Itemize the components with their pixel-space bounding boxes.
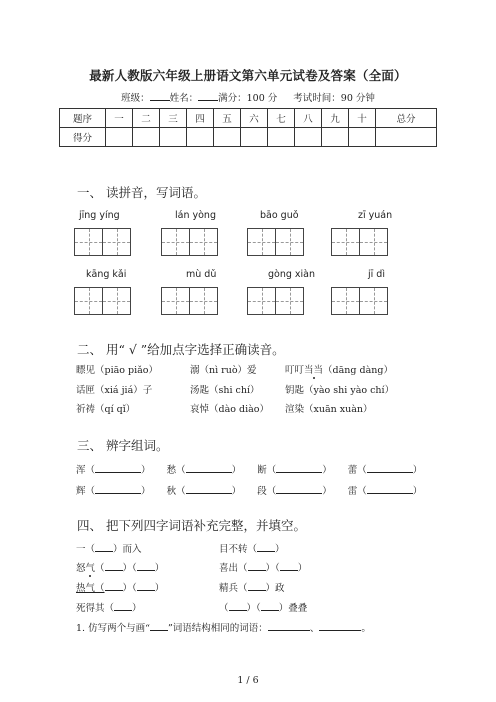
score-cell[interactable] bbox=[268, 128, 295, 147]
paren: ） bbox=[231, 465, 242, 476]
answer-blank[interactable] bbox=[367, 486, 413, 494]
writing-grid[interactable] bbox=[74, 228, 131, 256]
idiom-item: 热气（ ）（ ） bbox=[76, 583, 165, 594]
score-header-cell: 六 bbox=[241, 109, 268, 128]
writing-grid[interactable] bbox=[161, 228, 218, 256]
class-label: 班级： bbox=[121, 93, 150, 104]
section-2-heading: 二、 用“ √ ”给加点字选择正确读音。 bbox=[77, 342, 285, 357]
reading-item[interactable]: 瞟见（piāo piǎo） bbox=[76, 365, 159, 376]
reading-item[interactable]: 汤匙（shi chí） bbox=[190, 385, 260, 396]
score-header-cell: 四 bbox=[187, 109, 214, 128]
word-group-row bbox=[76, 483, 422, 497]
score-header-cell: 八 bbox=[295, 109, 322, 128]
char-prompt: 秋（ bbox=[166, 486, 186, 497]
score-header-cell: 十 bbox=[349, 109, 376, 128]
char-prompt: 蕾（ bbox=[347, 465, 367, 476]
answer-blank[interactable] bbox=[186, 465, 232, 473]
score-header-cell: 五 bbox=[214, 109, 241, 128]
answer-blank[interactable] bbox=[105, 563, 123, 571]
section-3-heading: 三、 辨字组词。 bbox=[77, 438, 169, 453]
reading-item[interactable]: 祈祷（qí qǐ） bbox=[76, 404, 136, 415]
class-blank[interactable] bbox=[150, 93, 170, 101]
exam-time: 考试时间：90 分钟 bbox=[293, 93, 375, 104]
answer-blank[interactable] bbox=[276, 465, 322, 473]
score-cell[interactable] bbox=[214, 128, 241, 147]
answer-blank[interactable] bbox=[95, 486, 141, 494]
reading-options: （dāng dàng） bbox=[323, 365, 393, 376]
char-prompt: 断（ bbox=[257, 465, 277, 476]
writing-grid[interactable] bbox=[331, 228, 388, 256]
score-cell[interactable] bbox=[160, 128, 187, 147]
name-blank[interactable] bbox=[198, 93, 218, 101]
answer-blank[interactable] bbox=[95, 544, 113, 552]
answer-blank[interactable] bbox=[114, 603, 132, 611]
score-cell[interactable] bbox=[349, 128, 376, 147]
writing-grid[interactable] bbox=[247, 228, 304, 256]
section-4-heading: 四、 把下列四字词语补充完整，并填空。 bbox=[77, 518, 306, 533]
char-prompt: 段（ bbox=[257, 486, 277, 497]
pinyin-label: bāo guǒ bbox=[260, 210, 299, 221]
answer-blank[interactable] bbox=[229, 603, 247, 611]
answer-blank[interactable] bbox=[137, 563, 155, 571]
full-score: 满分：100 分 bbox=[218, 93, 278, 104]
page-number: 1 / 6 bbox=[237, 675, 259, 686]
paren: ） bbox=[322, 465, 332, 476]
pinyin-label: jīng yíng bbox=[79, 210, 120, 221]
idiom-item: （ ）（ ）叠叠 bbox=[219, 603, 308, 614]
answer-blank[interactable] bbox=[268, 623, 310, 631]
reading-item[interactable]: 哀悼（dào diào） bbox=[190, 404, 269, 415]
score-cell[interactable] bbox=[187, 128, 214, 147]
word-group-row bbox=[76, 462, 422, 476]
name-label: 姓名： bbox=[169, 93, 199, 104]
reading-item[interactable] bbox=[285, 362, 393, 376]
score-row-label: 得分 bbox=[60, 128, 106, 147]
reading-item[interactable]: 渲染（xuān xuàn） bbox=[285, 404, 373, 415]
imitation-question: 1. 仿写两个与画“ ”词语结构相同的词语： 、 。 bbox=[76, 623, 371, 634]
score-header-cell: 总分 bbox=[376, 109, 437, 128]
score-cell[interactable] bbox=[295, 128, 322, 147]
score-header-cell: 二 bbox=[133, 109, 160, 128]
answer-blank[interactable] bbox=[186, 486, 232, 494]
idiom-item: 怒气（ ）（ ） bbox=[76, 563, 165, 574]
reading-item[interactable]: 溺（nì ruò）爱 bbox=[190, 365, 257, 376]
pinyin-label: gòng xiàn bbox=[268, 269, 316, 280]
score-header-cell: 七 bbox=[268, 109, 295, 128]
marker-line bbox=[150, 623, 168, 631]
idiom-item: 喜出（ ）（ ） bbox=[219, 563, 308, 574]
score-cell[interactable] bbox=[241, 128, 268, 147]
idiom-item: 目不转（ ） bbox=[219, 544, 285, 555]
score-cell[interactable] bbox=[322, 128, 349, 147]
char-prompt: 辉（ bbox=[76, 486, 96, 497]
exam-info bbox=[0, 90, 496, 104]
paren: ） bbox=[231, 486, 242, 497]
idiom-item: 死得其（ ） bbox=[76, 603, 142, 614]
answer-blank[interactable] bbox=[105, 583, 123, 591]
answer-blank[interactable] bbox=[95, 465, 141, 473]
section-1-heading: 一、 读拼音，写词语。 bbox=[77, 185, 206, 200]
writing-grid[interactable] bbox=[161, 287, 218, 315]
answer-blank[interactable] bbox=[257, 544, 275, 552]
score-table-score-row bbox=[60, 128, 437, 147]
score-header-cell: 三 bbox=[160, 109, 187, 128]
writing-grid[interactable] bbox=[74, 287, 131, 315]
paren: ） bbox=[141, 465, 151, 476]
score-header-cell: 一 bbox=[106, 109, 133, 128]
answer-blank[interactable] bbox=[248, 563, 266, 571]
paren: ） bbox=[322, 486, 332, 497]
dotted-chars: 当当 bbox=[304, 365, 324, 376]
score-table bbox=[59, 108, 437, 147]
pinyin-label: mù dǔ bbox=[186, 269, 217, 280]
score-cell[interactable] bbox=[133, 128, 160, 147]
pinyin-label: kāng kǎi bbox=[86, 269, 127, 280]
answer-blank[interactable] bbox=[248, 583, 266, 591]
paren: ） bbox=[412, 465, 423, 476]
answer-blank[interactable] bbox=[319, 623, 361, 631]
writing-grid[interactable] bbox=[331, 287, 388, 315]
reading-text: 叮叮 bbox=[285, 365, 305, 376]
answer-blank[interactable] bbox=[280, 563, 298, 571]
idiom-item: 精兵（ ）政 bbox=[219, 583, 285, 594]
paren: ） bbox=[412, 486, 423, 497]
pinyin-label: zī yuán bbox=[358, 210, 393, 221]
answer-blank[interactable] bbox=[261, 603, 279, 611]
score-cell[interactable] bbox=[106, 128, 133, 147]
reading-item[interactable]: 钥匙（yào shi yào chí） bbox=[285, 385, 395, 396]
char-prompt: 雷（ bbox=[347, 486, 367, 497]
char-prompt: 愁（ bbox=[166, 465, 186, 476]
answer-blank[interactable] bbox=[137, 583, 155, 591]
answer-blank[interactable] bbox=[276, 486, 322, 494]
reading-item[interactable]: 话匣（xiá jiá）子 bbox=[76, 385, 153, 396]
pinyin-label: lán yòng bbox=[175, 210, 216, 221]
paren: ） bbox=[141, 486, 151, 497]
char-prompt: 浑（ bbox=[76, 465, 96, 476]
score-table-header-row bbox=[60, 109, 437, 128]
pinyin-label: jī dì bbox=[368, 269, 385, 280]
idiom-item: 一（ ）而入 bbox=[76, 544, 142, 555]
writing-grid[interactable] bbox=[247, 287, 304, 315]
answer-blank[interactable] bbox=[367, 465, 413, 473]
score-header-cell: 题序 bbox=[60, 109, 106, 128]
score-header-cell: 九 bbox=[322, 109, 349, 128]
page-title: 最新人教版六年级上册语文第六单元试卷及答案（全面） bbox=[89, 68, 407, 83]
score-cell[interactable] bbox=[376, 128, 437, 147]
